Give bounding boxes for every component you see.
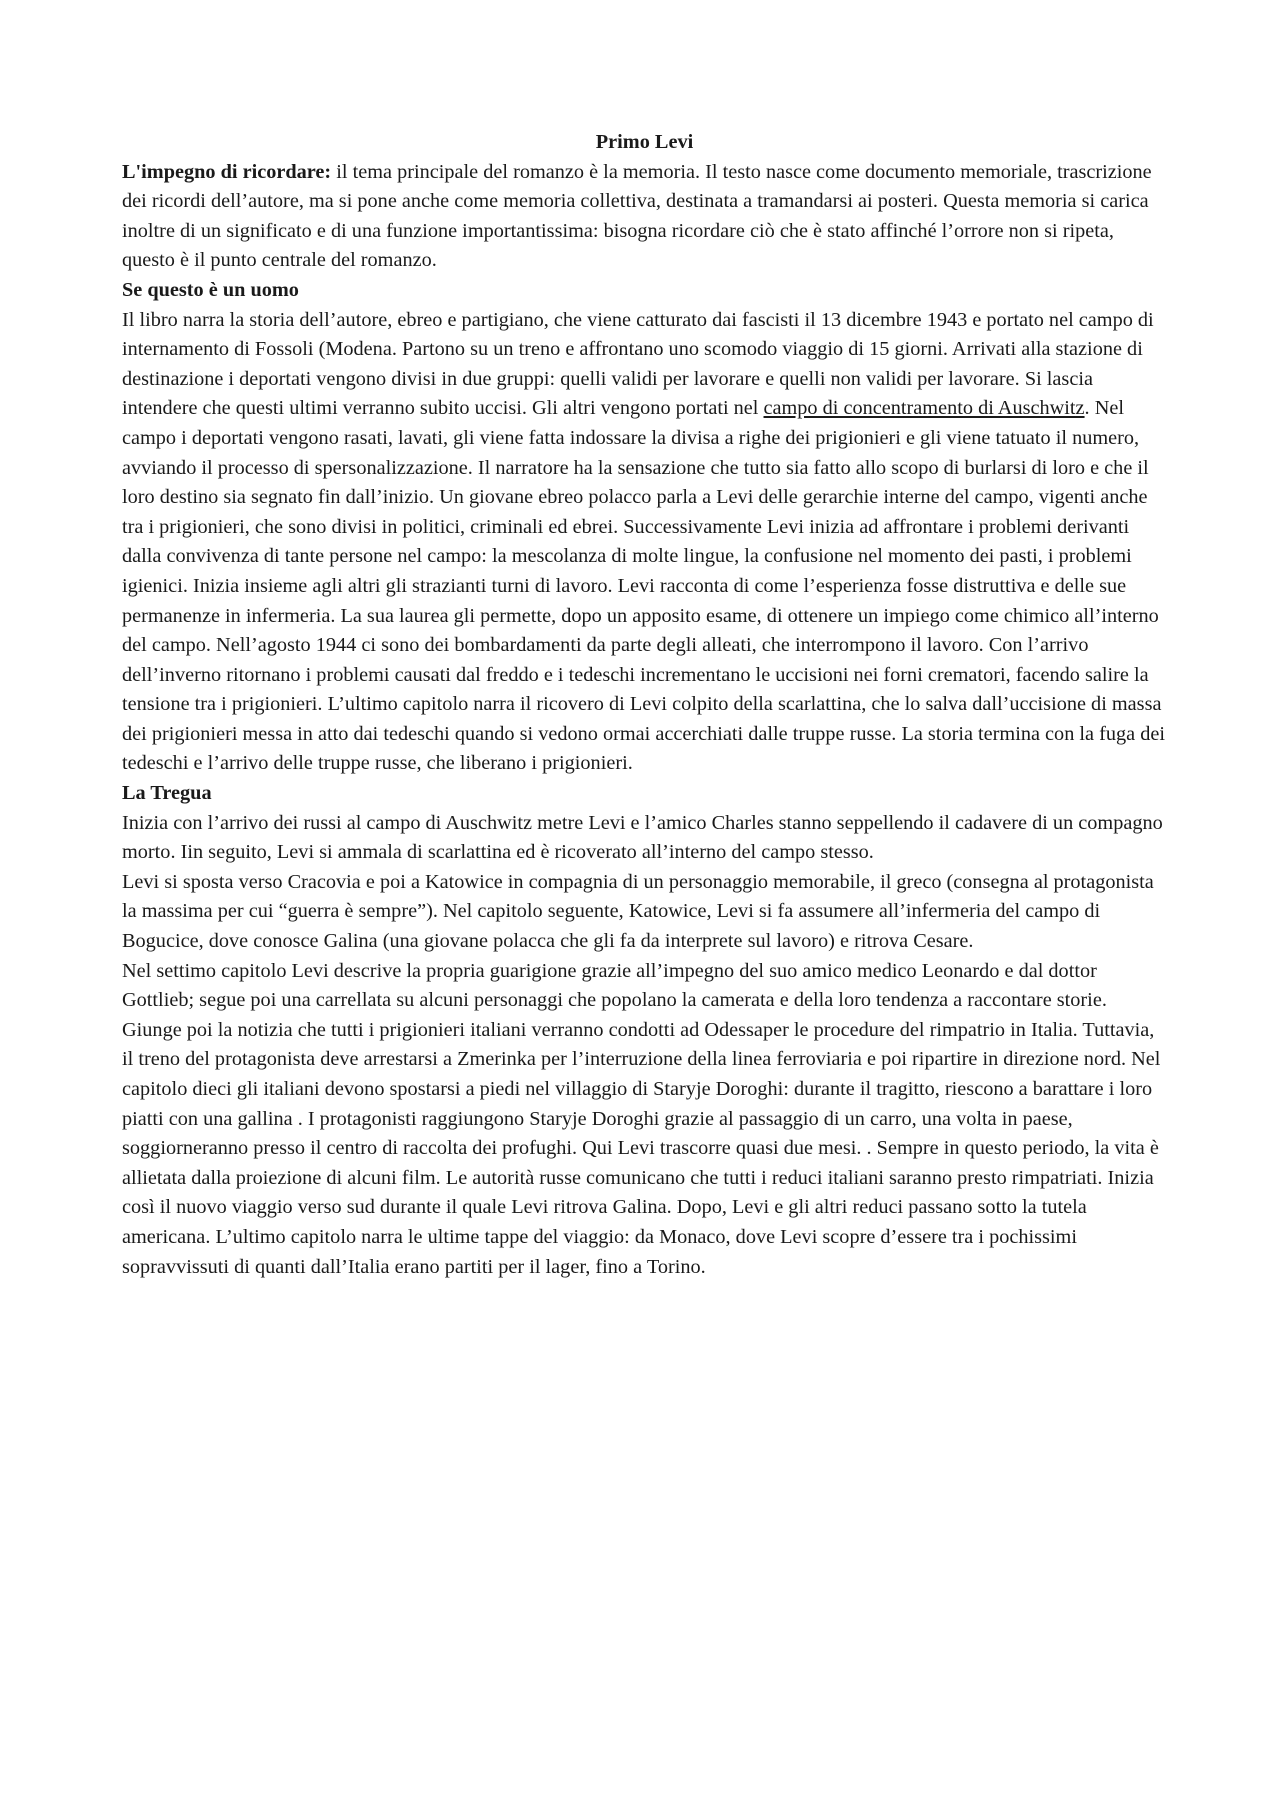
section-paragraph-se-questo [122, 306, 1167, 780]
section-heading-la-tregua: La Tregua [122, 782, 212, 805]
document-page [122, 128, 1167, 1282]
document-title: Primo Levi [595, 131, 694, 153]
tregua-paragraph-3: Nel settimo capitolo Levi descrive la propria guarigione grazie all’impegno del suo amico medico Leonardo e dal dottor Gottlieb; segue poi una carrellata su alcuni personaggi che popolano la camerata e della loro tendenza a raccontare storie. Giunge poi la notizia che tutti i prigionieri italiani verranno condotti ad Odessaper le procedure del rimpatrio in Italia. Tuttavia, il treno del protagonista deve arrestarsi a Zmerinka per l’interruzione della linea ferroviaria e poi ripartire in direzione nord. Nel capitolo dieci gli italiani devono spostarsi a piedi nel villaggio di Staryje Doroghi: durante il tragitto, riescono a barattare i loro piatti con una gallina . I protagonisti raggiungono Staryje Doroghi grazie al passaggio di un carro, una volta in paese, soggiorneranno presso il centro di raccolta dei profughi. Qui Levi trascorre quasi due mesi. . Sempre in questo periodo, la vita è allietata dalla proiezione di alcuni film. Le autorità russe comunicano che tutti i reduci italiani saranno presto rimpatriati. Inizia così il nuovo viaggio verso sud durante il quale Levi ritrova Galina. Dopo, Levi e gli altri reduci passano sotto la tutela americana. L’ultimo capitolo narra le ultime tappe del viaggio: da Monaco, dove Levi scopre d’essere tra i pochissimi sopravvissuti di quanti dall’Italia erano partiti per il lager, fino a Torino. [122, 959, 1161, 1278]
intro-lead: L'impegno di ricordare: [122, 160, 332, 183]
tregua-paragraph-1: Inizia con l’arrivo dei russi al campo di Auschwitz metre Levi e l’amico Charles stanno seppellendo il cadavere di un compagno morto. Iin seguito, Levi si ammala di scarlattina ed è ricoverato all’interno del campo stesso. [122, 811, 1163, 864]
section1-text-b: . Nel campo i deportati vengono rasati, lavati, gli viene fatta indossare la divisa a righe dei prigionieri e gli viene tatuato il numero, avviando il processo di spersonalizzazione. Il narratore ha la sensazione che tutto sia fatto allo scopo di burlarsi di loro e che il loro destino sia segnato fin dall’inizio. Un giovane ebreo polacco parla a Levi delle gerarchie interne del campo, vigenti anche tra i prigionieri, che sono divisi in politici, criminali ed ebrei. Successivamente Levi inizia ad affrontare i problemi derivanti dalla convivenza di tante persone nel campo: la mescolanza di molte lingue, la confusione nel momento dei pasti, i problemi igienici. Inizia insieme agli altri gli strazianti turni di lavoro. Levi racconta di come l’esperienza fosse distruttiva e delle sue permanenze in infermeria. La sua laurea gli permette, dopo un apposito esame, di ottenere un impiego come chimico all’interno del campo. Nell’agosto 1944 ci sono dei bombardamenti da parte degli alleati, che interrompono il lavoro. Con l’arrivo dell’inverno ritornano i problemi causati dal freddo e i tedeschi incrementano le uccisioni nei forni crematori, facendo salire la tensione tra i prigionieri. L’ultimo capitolo narra il ricovero di Levi colpito della scarlattina, che lo salva dall’uccisione di massa dei prigionieri messa in atto dai tedeschi quando si vedono ormai accerchiati dalle truppe russe. La storia termina con la fuga dei tedeschi e l’arrivo delle truppe russe, che liberano i prigionieri. [122, 397, 1165, 775]
tregua-paragraph-2: Levi si sposta verso Cracovia e poi a Katowice in compagnia di un personaggio memorabile, il greco (consegna al protagonista la massima per cui “guerra è sempre”). Nel capitolo seguente, Katowice, Levi si fa assumere all’infermeria del campo di Bogucice, dove conosce Galina (una giovane polacca che gli fa da interprete sul lavoro) e ritrova Cesare. [122, 870, 1154, 953]
section1-text-a: Il libro narra la storia dell’autore, ebreo e partigiano, che viene catturato dai fascisti il 13 dicembre 1943 e portato nel campo di internamento di Fossoli (Modena. Partono su un treno e affrontano uno scomodo viaggio di 15 giorni. Arrivati alla stazione di destinazione i deportati vengono divisi in due gruppi: quelli validi per lavorare e quelli non validi per lavorare. Si lascia intendere che questi ultimi verranno subito uccisi. Gli altri vengono portati nel [122, 308, 1154, 420]
intro-paragraph [122, 158, 1167, 276]
auschwitz-link[interactable]: campo di concentramento di Auschwitz [763, 397, 1085, 420]
intro-text: il tema principale del romanzo è la memoria. Il testo nasce come documento memoriale, trascrizione dei ricordi dell’autore, ma si pone anche come memoria collettiva, destinata a tramandarsi ai posteri. Questa memoria si carica inoltre di un significato e di una funzione importantissima: bisogna ricordare ciò che è stato affinché l’orrore non si ripeta, questo è il punto centrale del romanzo. [122, 160, 1152, 272]
section-heading-se-questo: Se questo è un uomo [122, 278, 299, 301]
